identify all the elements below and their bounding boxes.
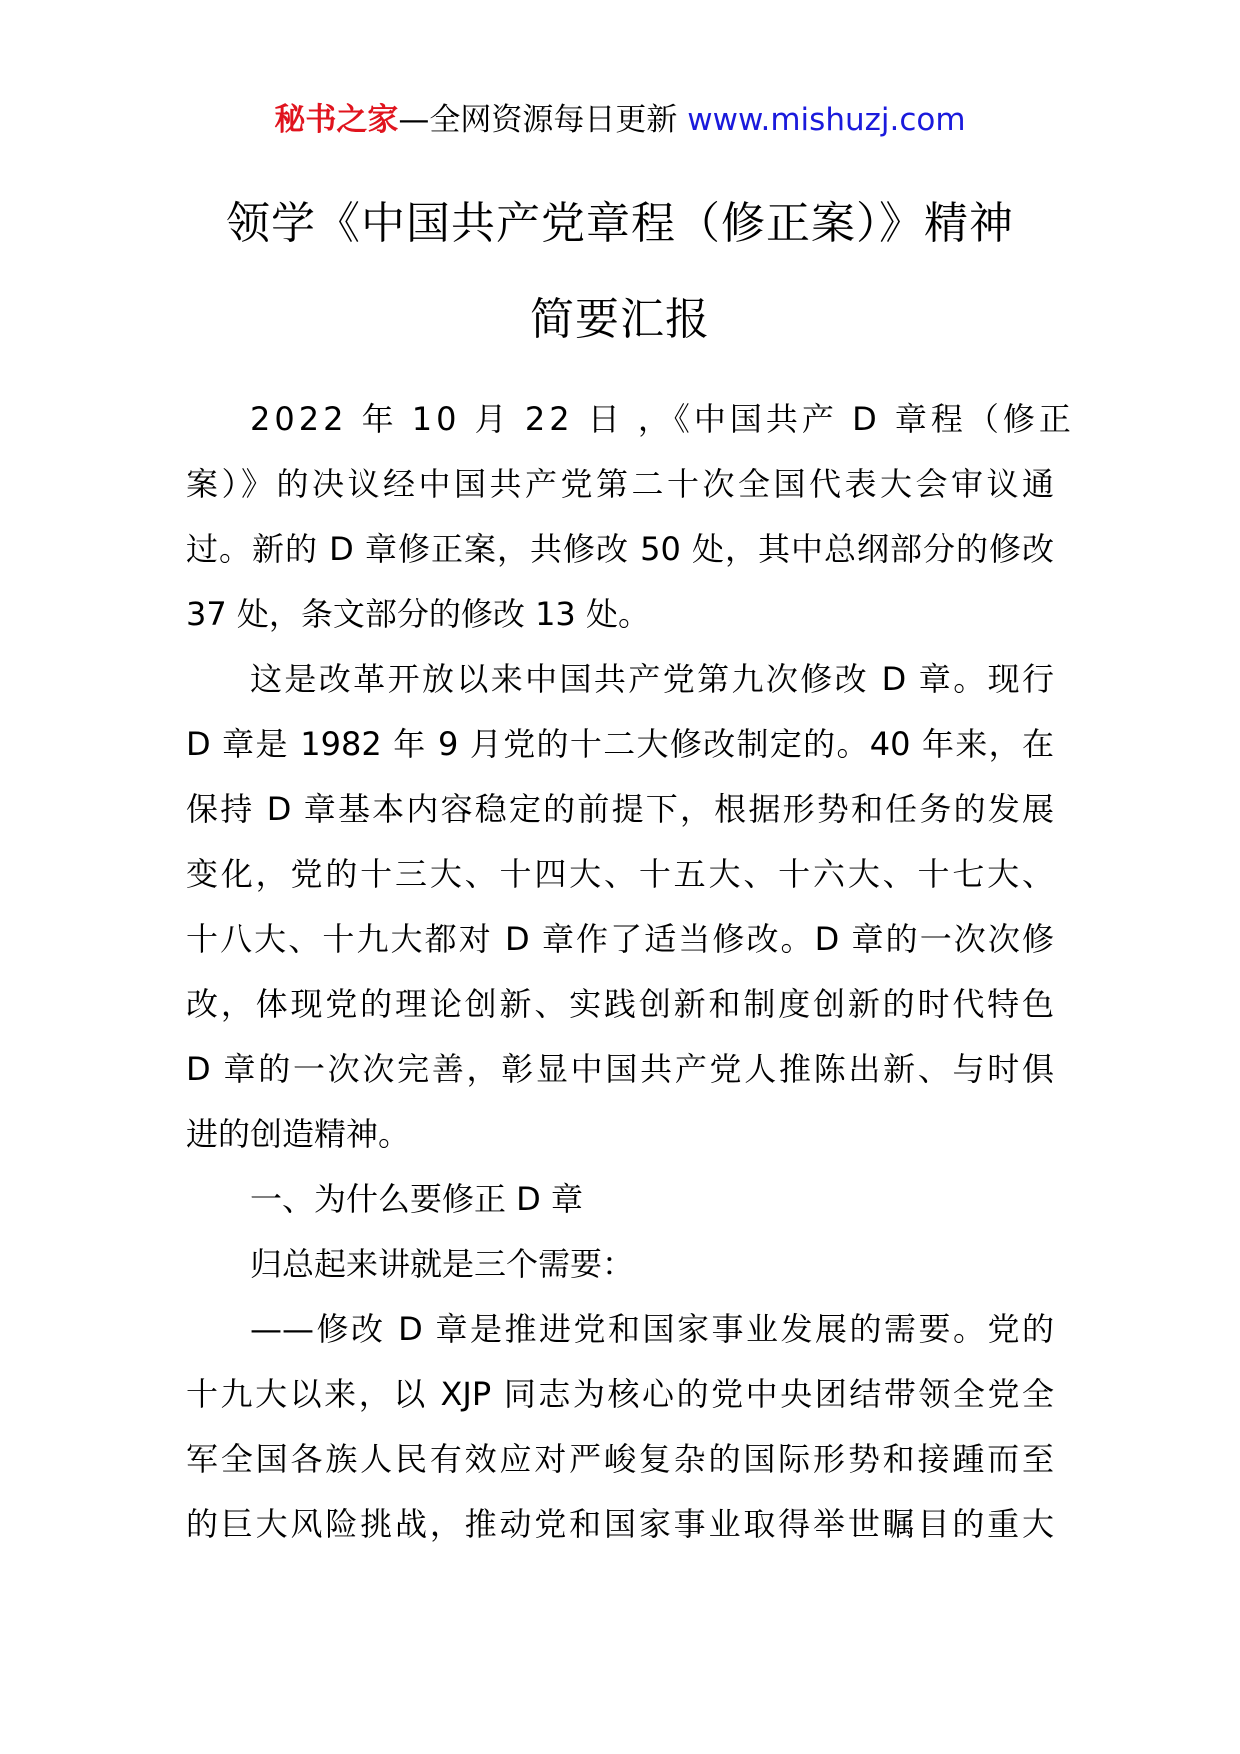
section-heading: 一、为什么要修正 D 章 <box>250 1180 583 1218</box>
body-line: 37 处，条文部分的修改 13 处。 <box>186 595 650 633</box>
body-line: 2022 年 10 月 22 日 ，《中国共产 D 章程（修正 <box>250 400 1075 438</box>
document-title-line-2: 简要汇报 <box>530 294 710 345</box>
site-url-link[interactable]: www.mishuzj.com <box>687 102 966 138</box>
body-line: 十八大、十九大都对 D 章作了适当修改。D 章的一次次修 <box>186 920 1054 958</box>
body-line: D 章是 1982 年 9 月党的十二大修改制定的。40 年来，在 <box>186 725 1054 763</box>
body-line: 这是改革开放以来中国共产党第九次修改 D 章。现行 <box>250 660 1054 698</box>
body-line: 十九大以来，以 XJP 同志为核心的党中央团结带领全党全 <box>186 1375 1054 1413</box>
body-line: 变化，党的十三大、十四大、十五大、十六大、十七大、 <box>186 855 1054 893</box>
body-line: 保持 D 章基本内容稳定的前提下，根据形势和任务的发展 <box>186 790 1054 828</box>
site-tagline: —全网资源每日更新 <box>398 102 688 138</box>
body-line: 改，体现党的理论创新、实践创新和制度创新的时代特色 <box>186 985 1054 1023</box>
body-line: 案）》的决议经中国共产党第二十次全国代表大会审议通 <box>186 465 1054 503</box>
body-line: 军全国各族人民有效应对严峻复杂的国际形势和接踵而至 <box>186 1440 1054 1478</box>
site-header <box>0 98 1240 142</box>
site-brand: 秘书之家 <box>274 102 399 138</box>
body-line: D 章的一次次完善，彰显中国共产党人推陈出新、与时俱 <box>186 1050 1054 1088</box>
body-line: 的巨大风险挑战，推动党和国家事业取得举世瞩目的重大 <box>186 1505 1054 1543</box>
body-line: 过。新的 D 章修正案，共修改 50 处，其中总纲部分的修改 <box>186 530 1054 568</box>
body-line: 归总起来讲就是三个需要： <box>250 1245 635 1283</box>
body-line: ——修改 D 章是推进党和国家事业发展的需要。党的 <box>250 1310 1054 1348</box>
document-body <box>186 387 1075 1557</box>
document-title-line-1: 领学《中国共产党章程（修正案）》精神 <box>226 198 1014 249</box>
body-line: 进的创造精神。 <box>186 1115 411 1153</box>
